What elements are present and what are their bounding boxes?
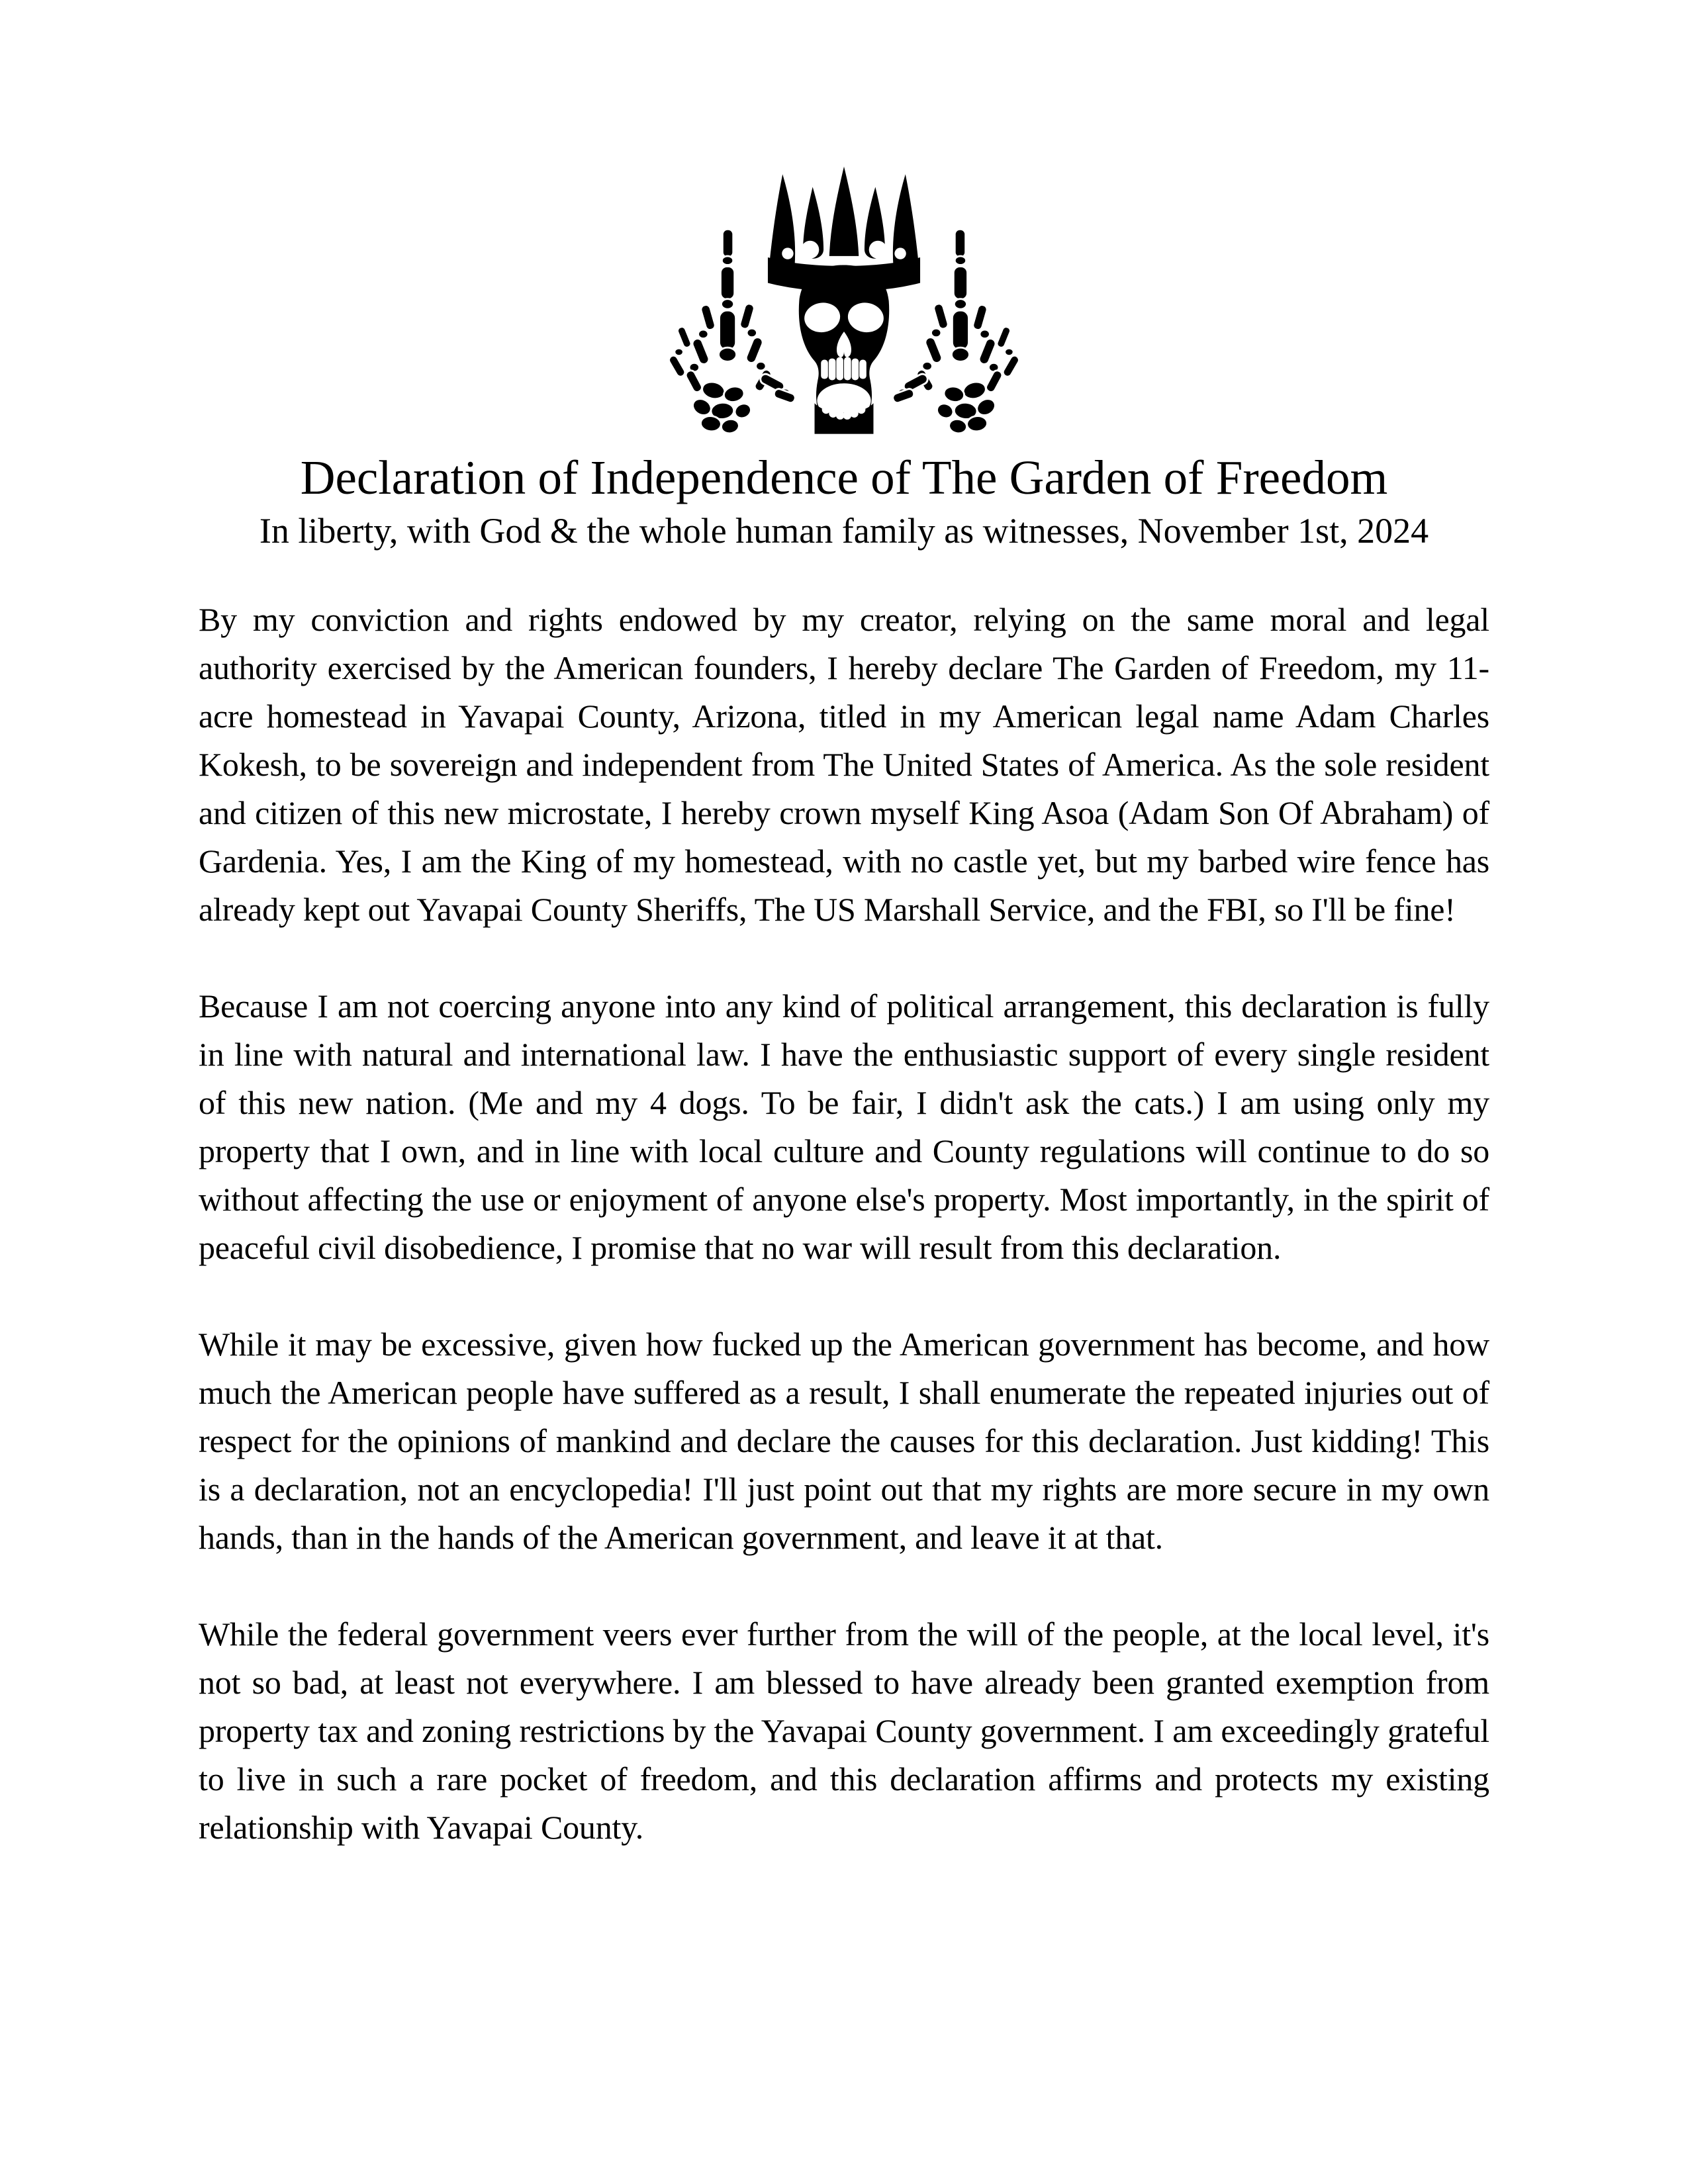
crowned-skull-logo [652,159,1036,435]
skull-icon [799,265,889,433]
paragraph-1: By my conviction and rights endowed by my creator, relying on the same moral and legal authority exercised by the American founders, I hereby declare The Garden of Freedom, my 11-acre homestead in Yavapai County, Arizona, titled in my American legal name Adam Charles Kokesh, to be sovereign and independent from The United States of America. As the sole resident and citizen of this new microstate, I hereby crown myself King Asoa (Adam Son Of Abraham) of Gardenia. Yes, I am the King of my homestead, with no castle yet, but my barbed wire fence has already kept out Yavapai County Sheriffs, The US Marshall Service, and the FBI, so I'll be fine! [199,601,1489,929]
paragraph-3: While it may be excessive, given how fucked up the American government has become, and how much the American people have suffered as a result, I shall enumerate the repeated injuries out of respect for the opinions of mankind and declare the causes for this declaration. Just kidding! This is a declaration, not an encyclopedia! I'll just point out that my rights are more secure in my own hands, than in the hands of the American government, and leave it at that. [199,1326,1489,1557]
paragraph-2: Because I am not coercing anyone into any kind of political arrangement, this declaration is fully in line with natural and international law. I have the enthusiastic support of every single resident of this new nation. (Me and my 4 dogs. To be fair, I didn't ask the cats.) I am using only my property that I own, and in line with local culture and County regulations will continue to do so without affecting the use or enjoyment of anyone else's property. Most importantly, in the spirit of peaceful civil disobedience, I promise that no war will result from this declaration. [199,987,1489,1267]
paragraph-4: While the federal government veers ever further from the will of the people, at the local level, it's not so bad, at least not everywhere. I am blessed to have already been granted exemption from property tax and zoning restrictions by the Yavapai County government. I am exceedingly grateful to live in such a rare pocket of freedom, and this declaration affirms and protects my existing relationship with Yavapai County. [199,1615,1489,1846]
document-subtitle: In liberty, with God & the whole human family as witnesses, November 1st, 2024 [259,510,1429,551]
document-title: Declaration of Independence of The Garden of Freedom [300,450,1388,504]
crowned-skull-icon [652,159,1036,435]
document-body [199,596,1489,1852]
